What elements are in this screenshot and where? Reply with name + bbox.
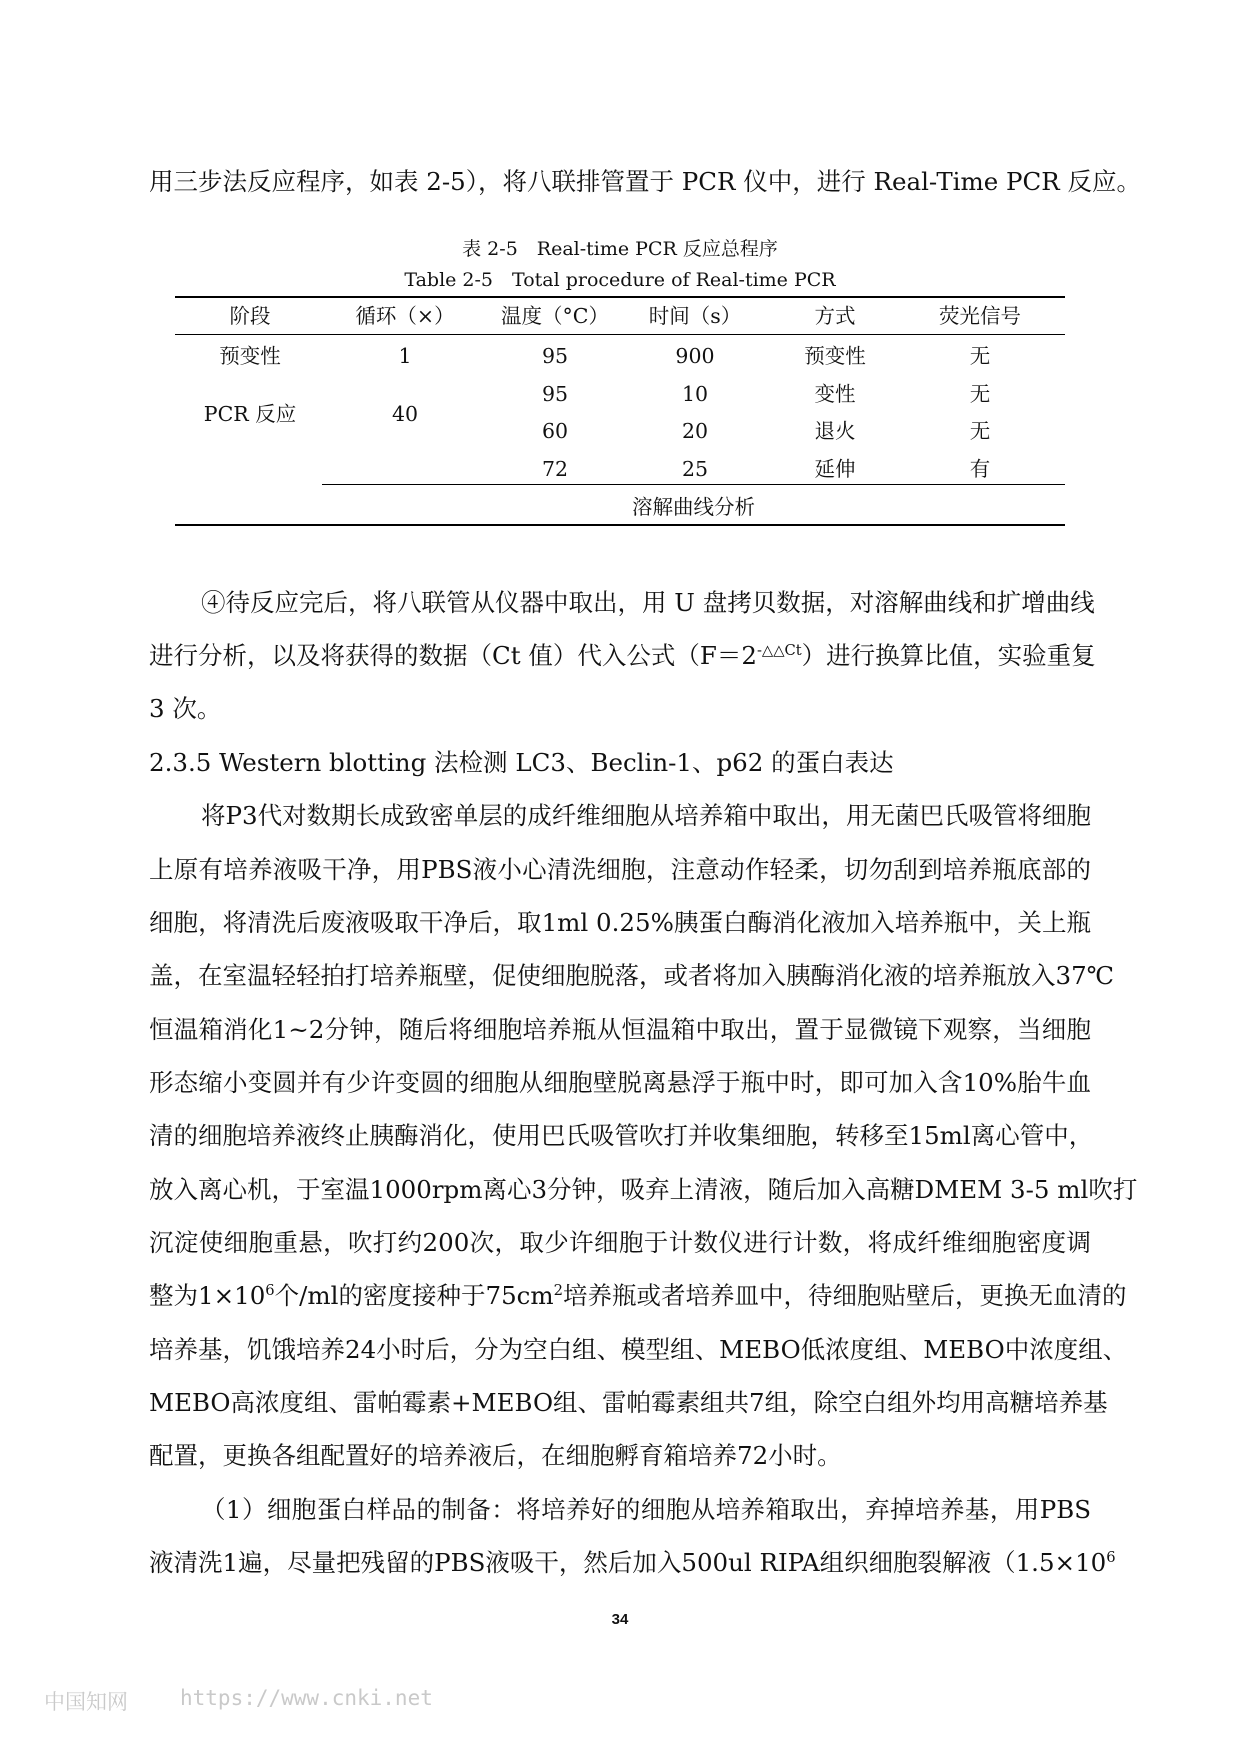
body-text-line: （1）细胞蛋白样品的制备：将培养好的细胞从培养箱取出，弃掉培养基，用PBS [201,1495,1091,1524]
table-cell-temp: 95 [541,344,569,368]
table-cell-signal: 无 [969,382,991,406]
body-text-line: 放入离心机，于室温1000rpm离心3分钟，吸弃上清液，随后加入高糖DMEM 3-5 ml吹打 [149,1175,1138,1204]
table-cell-signal: 无 [969,344,991,368]
table-melt-row: 溶解曲线分析 [632,495,755,519]
table-caption-en: Table 2-5 Total procedure of Real-time PCR [404,269,836,291]
section-heading: 2.3.5 Western blotting 法检测 LC3、Beclin-1、p62 的蛋白表达 [149,748,894,777]
table-header-cell: 循环（×） [355,304,455,328]
body-text-line: 3 次。 [149,694,222,723]
table-header-cell: 阶段 [229,304,271,328]
table-cell-cycles: 40 [391,402,419,426]
table-cell-time: 20 [681,419,709,443]
table-partial-rule [322,484,1065,485]
table-cell-temp: 72 [541,457,569,481]
table-cell-signal: 有 [969,457,991,481]
table-cell-mode: 预变性 [804,344,866,368]
body-text-line: 用三步法反应程序，如表 2-5），将八联排管置于 PCR 仪中，进行 Real-Time PCR 反应。 [149,167,1141,196]
table-cell-stage: 预变性 [219,344,281,368]
table-cell-mode: 变性 [814,382,856,406]
table-header-rule [175,334,1065,335]
body-text-line: 形态缩小变圆并有少许变圆的细胞从细胞壁脱离悬浮于瓶中时，即可加入含10%胎牛血 [149,1068,1091,1097]
table-header-cell: 时间（s） [648,304,742,328]
body-text-line: MEBO高浓度组、雷帕霉素+MEBO组、雷帕霉素组共7组，除空白组外均用高糖培养基 [149,1388,1108,1417]
body-text-line: 培养基，饥饿培养24小时后，分为空白组、模型组、MEBO低浓度组、MEBO中浓度组、 [149,1335,1128,1364]
watermark-logo-text: 中国知网 [44,1690,128,1714]
table-cell-time: 25 [681,457,709,481]
table-cell-time: 900 [675,344,715,368]
table-cell-cycles: 1 [398,344,412,368]
body-text-line: 将P3代对数期长成致密单层的成纤维细胞从培养箱中取出，用无菌巴氏吸管将细胞 [201,801,1091,830]
body-text-line: 液清洗1遍，尽量把残留的PBS液吸干，然后加入500ul RIPA组织细胞裂解液（$1.5\times 10^6$ [149,1548,1116,1577]
watermark-url: https://www.cnki.net [180,1686,433,1710]
table-cell-signal: 无 [969,419,991,443]
table-caption-cn: 表 2-5 Real-time PCR 反应总程序 [462,238,778,260]
table-bottom-rule [175,524,1065,526]
table-cell-temp: 60 [541,419,569,443]
body-text-line: 清的细胞培养液终止胰酶消化，使用巴氏吸管吹打并收集细胞，转移至15ml离心管中， [149,1121,1094,1150]
body-text-line: 沉淀使细胞重悬，吹打约200次，取少许细胞于计数仪进行计数，将成纤维细胞密度调 [149,1228,1091,1257]
table-top-rule [175,296,1065,298]
table-cell-time: 10 [681,382,709,406]
table-header-cell: 荧光信号 [939,304,1021,328]
table-header-cell: 温度（°C） [501,304,609,328]
body-text-line: ④待反应完后，将八联管从仪器中取出，用 U 盘拷贝数据，对溶解曲线和扩增曲线 [201,588,1095,617]
table-cell-mode: 延伸 [814,457,856,481]
body-text-line: 恒温箱消化1~2分钟，随后将细胞培养瓶从恒温箱中取出，置于显微镜下观察，当细胞 [149,1015,1091,1044]
table-cell-mode: 退火 [814,419,856,443]
table-cell-stage: PCR 反应 [203,402,297,426]
body-text-line: 细胞，将清洗后废液吸取干净后，取1ml 0.25%胰蛋白酶消化液加入培养瓶中，关上瓶 [149,908,1091,937]
body-text-line: 进行分析，以及将获得的数据（Ct 值）代入公式$(F=2^{-\triangle\triangle Ct})$进行换算比值，实验重复 [149,641,1096,670]
table-cell-temp: 95 [541,382,569,406]
body-text-line: 盖，在室温轻轻拍打培养瓶壁，促使细胞脱落，或者将加入胰酶消化液的培养瓶放入37℃ [149,961,1115,990]
table-header-cell: 方式 [814,304,856,328]
body-text-line: 上原有培养液吸干净，用PBS液小心清洗细胞，注意动作轻柔，切勿刮到培养瓶底部的 [149,855,1091,884]
body-text-line: 配置，更换各组配置好的培养液后，在细胞孵育箱培养72小时。 [149,1441,842,1470]
page-number: 34 [611,1611,629,1628]
body-text-line: 整为$1\times 10^6$个/ml的密度接种于$75cm^2$培养瓶或者培养皿中，待细胞贴壁后，更换无血清的 [149,1281,1127,1310]
